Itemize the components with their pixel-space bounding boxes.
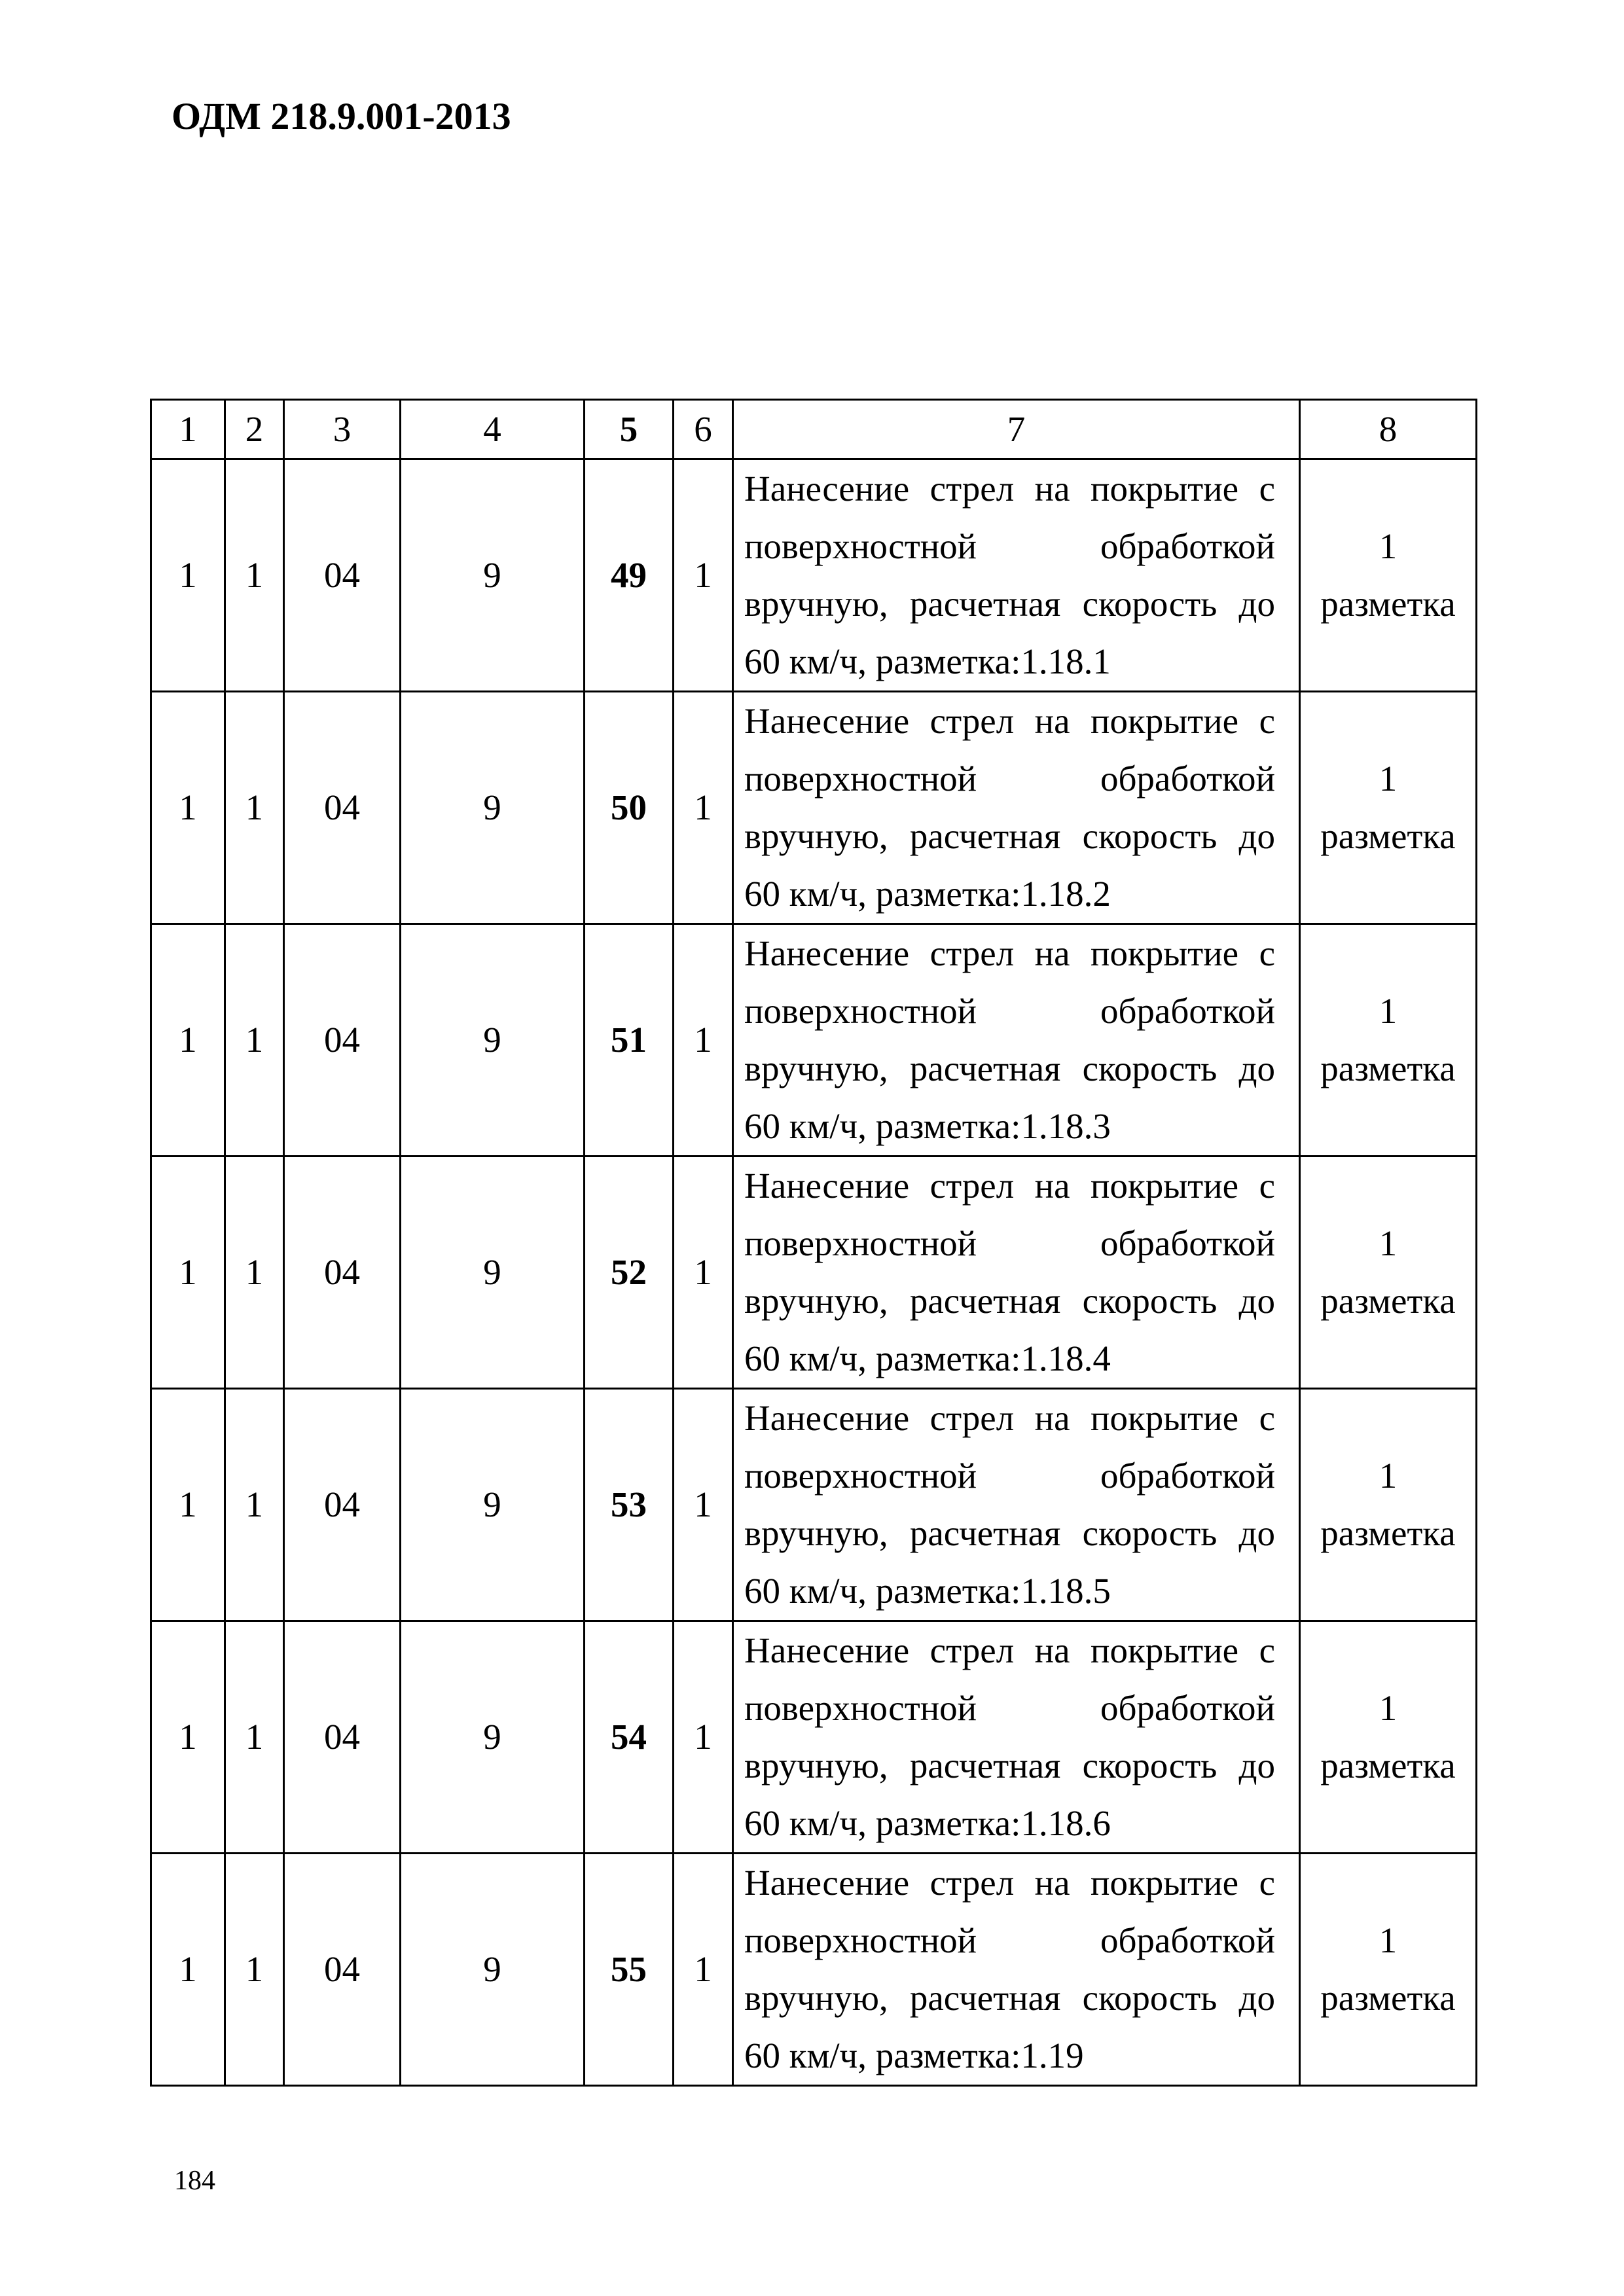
table-cell: 1	[225, 1854, 284, 2086]
table-cell: 52	[585, 1157, 674, 1389]
unit-quantity: 1	[1379, 1688, 1398, 1728]
table-cell: 9	[401, 1621, 585, 1854]
table-cell-description: Нанесение стрел на покрытие с поверхностной обработкой вручную, расчетная скорость до 60 км/ч, разметка:1.18.2	[733, 692, 1300, 924]
unit-quantity: 1	[1379, 991, 1398, 1031]
column-header: 1	[151, 400, 225, 459]
table-cell: 04	[284, 1621, 401, 1854]
table-cell: 1	[225, 692, 284, 924]
classifier-table	[150, 399, 1477, 2087]
table-cell: 54	[585, 1621, 674, 1854]
unit-name: разметка	[1320, 816, 1456, 856]
table-cell: 1	[151, 692, 225, 924]
column-header: 4	[401, 400, 585, 459]
table-cell: 9	[401, 1157, 585, 1389]
table-cell: 49	[585, 459, 674, 692]
table-cell: 1	[674, 1389, 733, 1621]
column-header: 2	[225, 400, 284, 459]
table-cell: 1	[225, 1157, 284, 1389]
table-cell: 1	[674, 1157, 733, 1389]
unit-quantity: 1	[1379, 526, 1398, 566]
table-cell: 1	[674, 459, 733, 692]
table-row	[151, 1854, 1477, 2086]
table-row	[151, 459, 1477, 692]
table-cell: 04	[284, 1389, 401, 1621]
table-cell: 1	[674, 924, 733, 1157]
unit-quantity: 1	[1379, 1223, 1398, 1263]
table-cell: 9	[401, 924, 585, 1157]
table-row	[151, 1157, 1477, 1389]
table-cell: 1	[225, 924, 284, 1157]
table-cell: 55	[585, 1854, 674, 2086]
table-cell: 9	[401, 1389, 585, 1621]
document-code: ОДМ 218.9.001-2013	[171, 95, 511, 137]
table-cell: 1	[151, 459, 225, 692]
table-cell: 04	[284, 692, 401, 924]
unit-name: разметка	[1320, 1746, 1456, 1785]
table-cell-unit	[1300, 1157, 1477, 1389]
column-header: 8	[1300, 400, 1477, 459]
table-cell-description: Нанесение стрел на покрытие с поверхностной обработкой вручную, расчетная скорость до 60 км/ч, разметка:1.18.4	[733, 1157, 1300, 1389]
table-cell: 1	[151, 1157, 225, 1389]
table-cell: 53	[585, 1389, 674, 1621]
table-cell: 50	[585, 692, 674, 924]
table-cell-unit	[1300, 459, 1477, 692]
table-cell-unit	[1300, 1621, 1477, 1854]
unit-quantity: 1	[1379, 1920, 1398, 1960]
table-cell-unit	[1300, 924, 1477, 1157]
table-cell: 1	[151, 1389, 225, 1621]
table-row	[151, 1621, 1477, 1854]
unit-name: разметка	[1320, 584, 1456, 624]
unit-name: разметка	[1320, 1978, 1456, 2018]
unit-quantity: 1	[1379, 1456, 1398, 1496]
column-header: 6	[674, 400, 733, 459]
table-cell: 1	[151, 924, 225, 1157]
table-cell-unit	[1300, 1854, 1477, 2086]
unit-quantity: 1	[1379, 759, 1398, 798]
table-cell: 04	[284, 459, 401, 692]
table-cell: 9	[401, 692, 585, 924]
table-cell: 04	[284, 924, 401, 1157]
table-cell: 51	[585, 924, 674, 1157]
table-cell-unit	[1300, 1389, 1477, 1621]
table-cell: 1	[674, 1621, 733, 1854]
table-cell-description: Нанесение стрел на покрытие с поверхностной обработкой вручную, расчетная скорость до 60 км/ч, разметка:1.19	[733, 1854, 1300, 2086]
unit-name: разметка	[1320, 1049, 1456, 1088]
column-header: 5	[585, 400, 674, 459]
table-cell: 04	[284, 1157, 401, 1389]
table-header-row	[151, 400, 1477, 459]
table-row	[151, 924, 1477, 1157]
column-header: 7	[733, 400, 1300, 459]
table-cell-description: Нанесение стрел на покрытие с поверхностной обработкой вручную, расчетная скорость до 60 км/ч, разметка:1.18.3	[733, 924, 1300, 1157]
table-cell-unit	[1300, 692, 1477, 924]
table-cell: 1	[674, 692, 733, 924]
table-cell: 9	[401, 459, 585, 692]
table-cell: 1	[225, 1621, 284, 1854]
page-number: 184	[174, 2166, 215, 2196]
table-cell-description: Нанесение стрел на покрытие с поверхностной обработкой вручную, расчетная скорость до 60 км/ч, разметка:1.18.1	[733, 459, 1300, 692]
unit-name: разметка	[1320, 1281, 1456, 1321]
table-row	[151, 1389, 1477, 1621]
table-cell: 1	[225, 1389, 284, 1621]
table-row	[151, 692, 1477, 924]
table-cell: 9	[401, 1854, 585, 2086]
table-cell: 1	[151, 1854, 225, 2086]
table-cell-description: Нанесение стрел на покрытие с поверхностной обработкой вручную, расчетная скорость до 60 км/ч, разметка:1.18.5	[733, 1389, 1300, 1621]
unit-name: разметка	[1320, 1513, 1456, 1553]
column-header: 3	[284, 400, 401, 459]
table-cell-description: Нанесение стрел на покрытие с поверхностной обработкой вручную, расчетная скорость до 60 км/ч, разметка:1.18.6	[733, 1621, 1300, 1854]
table-cell: 1	[674, 1854, 733, 2086]
table-cell: 1	[151, 1621, 225, 1854]
table-cell: 04	[284, 1854, 401, 2086]
table-cell: 1	[225, 459, 284, 692]
